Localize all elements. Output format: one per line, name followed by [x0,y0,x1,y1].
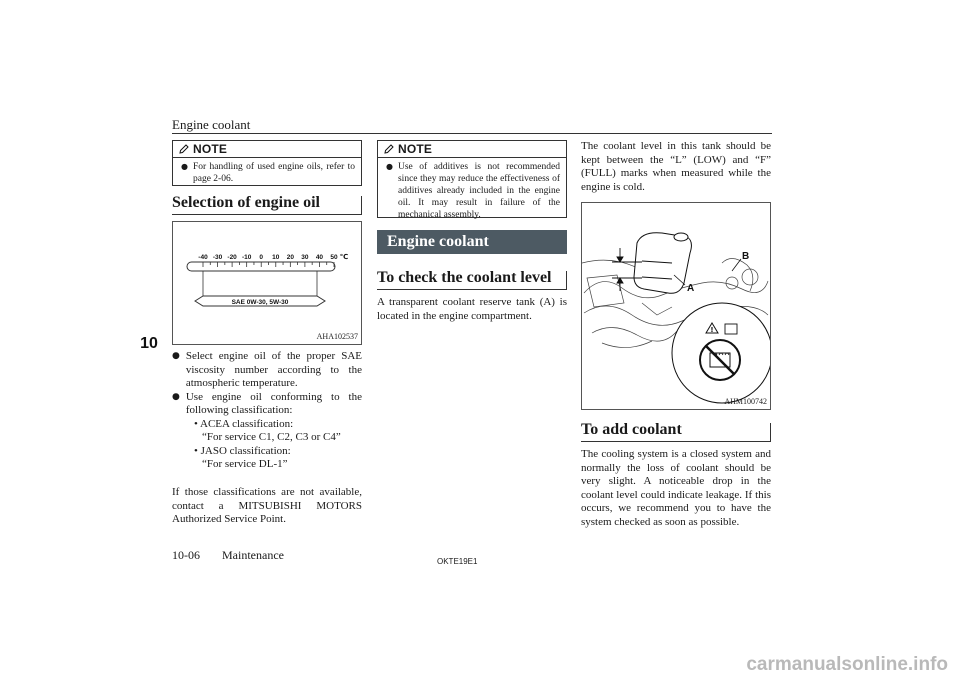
sub-item: “For service DL-1” [202,458,288,470]
coolant-tank-figure [581,202,771,410]
note-text: For handling of used engine oils, refer to page 2-06. [192,162,355,184]
oil-bullet-list [172,350,362,472]
heading-rule-tick [566,271,567,289]
running-header: Engine coolant [172,117,251,132]
list-item [172,391,362,418]
chapter-section-band: Engine coolant [377,230,567,254]
heading-rule-tick [361,196,362,214]
svg-text:!: ! [710,326,714,334]
section-heading-check-coolant: To check the coolant level [377,269,552,286]
bullet-icon: ● [181,162,188,171]
scale-label: 0 [259,254,264,261]
footer-doc-code: OKTE19E1 [437,557,478,566]
watermark: carmanualsonline.info [746,654,948,675]
bullet-icon: ● [172,351,180,361]
scale-label: 10 [272,254,280,261]
chapter-tab: 10 [139,333,159,355]
sub-item: “For service C1, C2, C3 or C4” [202,431,341,443]
note-text: Use of additives is not recommended since they may reduce the effectiveness of additives already included in the engine oil. It may result in failure of the mechanical assembly. [397,162,560,220]
page-number: 10-06 [172,548,200,562]
temperature-unit: ℃ [339,253,349,261]
label-b: B [742,251,750,262]
oil-grade-label: SAE 0W-30, 5W-30 [231,299,289,306]
figure-code: AHM100742 [724,397,767,406]
bullet-icon: ● [386,162,393,171]
figure-code: AHA102537 [316,332,358,341]
list-item [172,350,362,391]
note-header [378,141,566,158]
section-heading-engine-oil: Selection of engine oil [172,194,320,211]
bullet-icon: ● [172,391,180,402]
section-heading-add-coolant: To add coolant [581,421,682,438]
note-body [173,158,361,189]
scale-label: 30 [301,254,309,261]
sub-item: • JASO classification: [194,444,291,457]
sub-item: • ACEA classification: [194,417,294,430]
add-coolant-paragraph: The cooling system is a closed system and normally the loss of coolant should be very slight. A noticeable drop in the coolant level could indicate leakage. If this occurs, we recommend you to have the system checked as soon as possible. [581,448,771,528]
heading-rule-tick [770,423,771,441]
heading-rule [581,441,771,442]
label-a: A [687,283,695,294]
oil-viscosity-figure [172,221,362,345]
scale-label: 40 [315,254,324,261]
header-rule [172,133,772,134]
note-body [378,158,566,225]
note-header [173,141,361,158]
note-pencil-icon [384,144,394,154]
scale-label: 20 [286,254,294,261]
note-box-middle [377,140,567,218]
viscosity-chart [173,222,361,344]
bullet-text: Select engine oil of the proper SAE viscosity number according to the atmospheric temperature. [185,350,362,389]
engine-compartment-illustration [582,203,770,409]
scale-label: -40 [198,254,208,261]
note-label: NOTE [193,142,228,156]
heading-rule [172,214,362,215]
heading-rule [377,289,567,290]
scale-label: -30 [212,254,223,261]
note-box-left [172,140,362,186]
coolant-level-paragraph: The coolant level in this tank should be kept between the “L” (LOW) and “F” (FULL) marks when measured while the engine is cold. [581,140,771,193]
note-label: NOTE [398,142,433,156]
note-pencil-icon [179,144,189,154]
bullet-text: Use engine oil conforming to the following classification: [185,390,362,416]
closing-paragraph: If those classifications are not available, contact a MITSUBISHI MOTORS Authorized Service Point. [172,486,362,525]
coolant-tank-paragraph: A transparent coolant reserve tank (A) is located in the engine compartment. [377,296,567,322]
scale-label: -20 [227,254,237,261]
scale-label: 50 [330,254,338,261]
scale-label: -10 [241,254,252,261]
footer-chapter: Maintenance [222,548,284,562]
